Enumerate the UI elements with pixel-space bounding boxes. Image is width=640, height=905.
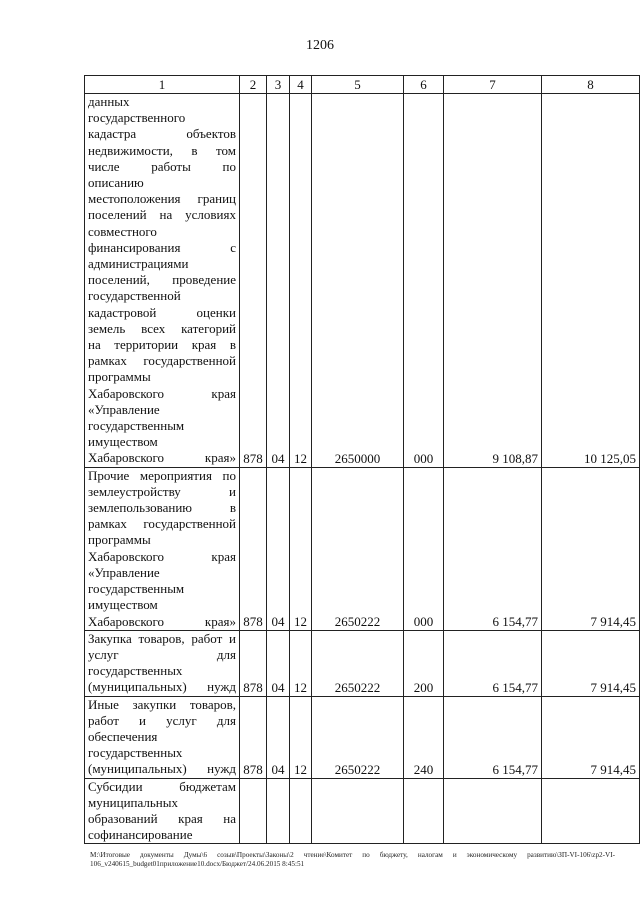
expense-type-code: 200 xyxy=(404,630,444,696)
amount-2017: 7 914,45 xyxy=(542,467,640,630)
row-description xyxy=(85,630,240,696)
header-cell: 3 xyxy=(267,76,290,94)
description-line: государственных xyxy=(88,663,183,679)
section-code xyxy=(267,778,290,844)
description-line: государственного xyxy=(88,110,186,126)
description-line: обеспечения xyxy=(88,728,158,744)
description-line: числе работы по xyxy=(88,158,236,174)
description-line: землепользованию в xyxy=(88,500,236,516)
description-line: государственной xyxy=(88,288,181,304)
description-line: государственным xyxy=(88,418,185,434)
description-line: Иные закупки товаров, xyxy=(88,696,236,712)
file-path-footer: M:\Итоговые документы Думы\6 созыв\Проекты\Законы\2 чтение\Комитет по бюджету, налогам и экономическому развитию\ЗП-VI-106\zp2-VI-106_v240615_budget01приложение10.docx/Бюджет/24.06.2015 8:45:51 xyxy=(90,851,615,868)
budget-table xyxy=(84,75,640,844)
description-line: имуществом xyxy=(88,597,158,613)
row-description xyxy=(85,778,240,844)
description-line: совместного xyxy=(88,223,157,239)
description-line: программы xyxy=(88,369,151,385)
description-line: услуг для xyxy=(88,646,236,662)
description-line: Хабаровского края» xyxy=(88,450,236,466)
description-line: данных xyxy=(88,94,130,109)
subsection-code xyxy=(290,778,312,844)
description-line: рамках государственной xyxy=(88,516,236,532)
section-code: 04 xyxy=(267,630,290,696)
description-line: (муниципальных) нужд xyxy=(88,679,236,695)
description-line: поселений, проведение xyxy=(88,272,236,288)
amount-2017 xyxy=(542,778,640,844)
target-article-code: 2650222 xyxy=(312,696,404,778)
target-article-code: 2650222 xyxy=(312,467,404,630)
expense-type-code: 240 xyxy=(404,696,444,778)
description-line: муниципальных xyxy=(88,794,179,810)
description-line: Прочие мероприятия по xyxy=(88,467,236,483)
description-line: (муниципальных) нужд xyxy=(88,761,236,777)
description-line: рамках государственной xyxy=(88,353,236,369)
description-line: Субсидии бюджетам xyxy=(88,778,236,794)
description-line: местоположения границ xyxy=(88,191,236,207)
header-cell: 8 xyxy=(542,76,640,94)
target-article-code: 2650222 xyxy=(312,630,404,696)
section-code: 04 xyxy=(267,696,290,778)
header-cell: 7 xyxy=(444,76,542,94)
subsection-code: 12 xyxy=(290,630,312,696)
subsection-code: 12 xyxy=(290,696,312,778)
table-body xyxy=(85,94,640,844)
description-line: кадастровой оценки xyxy=(88,304,236,320)
description-line: Закупка товаров, работ и xyxy=(88,630,236,646)
subsection-code: 12 xyxy=(290,467,312,630)
header-row xyxy=(85,76,640,94)
expense-type-code: 000 xyxy=(404,467,444,630)
description-line: «Управление xyxy=(88,401,160,417)
header-cell: 2 xyxy=(240,76,267,94)
table-row xyxy=(85,778,640,844)
description-line: Хабаровского края» xyxy=(88,613,236,629)
description-line: государственных xyxy=(88,745,183,761)
description-line: финансирования с xyxy=(88,239,236,255)
target-article-code: 2650000 xyxy=(312,94,404,468)
description-line: Хабаровского края xyxy=(88,548,236,564)
row-description xyxy=(85,94,240,468)
amount-2016: 9 108,87 xyxy=(444,94,542,468)
subsection-code: 12 xyxy=(290,94,312,468)
row-description xyxy=(85,696,240,778)
table-row xyxy=(85,630,640,696)
description-line: образований края на xyxy=(88,810,236,826)
amount-2017: 7 914,45 xyxy=(542,696,640,778)
description-line: поселений на условиях xyxy=(88,207,236,223)
header-cell: 6 xyxy=(404,76,444,94)
target-article-code xyxy=(312,778,404,844)
amount-2016: 6 154,77 xyxy=(444,696,542,778)
admin-code xyxy=(240,778,267,844)
table-row xyxy=(85,696,640,778)
description-line: администрациями xyxy=(88,256,189,272)
description-line: недвижимости, в том xyxy=(88,142,236,158)
row-description xyxy=(85,467,240,630)
description-line: государственным xyxy=(88,581,185,597)
admin-code: 878 xyxy=(240,630,267,696)
admin-code: 878 xyxy=(240,467,267,630)
amount-2017: 7 914,45 xyxy=(542,630,640,696)
header-cell: 5 xyxy=(312,76,404,94)
admin-code: 878 xyxy=(240,94,267,468)
amount-2016: 6 154,77 xyxy=(444,630,542,696)
description-line: программы xyxy=(88,532,151,548)
description-line: софинансирование xyxy=(88,827,193,843)
header-cell: 1 xyxy=(85,76,240,94)
amount-2016 xyxy=(444,778,542,844)
section-code: 04 xyxy=(267,467,290,630)
description-line: на территории края в xyxy=(88,337,236,353)
description-line: земель всех категорий xyxy=(88,320,236,336)
header-cell: 4 xyxy=(290,76,312,94)
table-row xyxy=(85,467,640,630)
table-row xyxy=(85,94,640,468)
description-line: «Управление xyxy=(88,564,160,580)
description-line: работ и услуг для xyxy=(88,712,236,728)
description-line: описанию xyxy=(88,175,144,191)
description-line: кадастра объектов xyxy=(88,126,236,142)
description-line: землеустройству и xyxy=(88,483,236,499)
amount-2017: 10 125,05 xyxy=(542,94,640,468)
expense-type-code xyxy=(404,778,444,844)
expense-type-code: 000 xyxy=(404,94,444,468)
section-code: 04 xyxy=(267,94,290,468)
page-number: 1206 xyxy=(306,38,334,53)
admin-code: 878 xyxy=(240,696,267,778)
description-line: имуществом xyxy=(88,434,158,450)
description-line: Хабаровского края xyxy=(88,385,236,401)
amount-2016: 6 154,77 xyxy=(444,467,542,630)
